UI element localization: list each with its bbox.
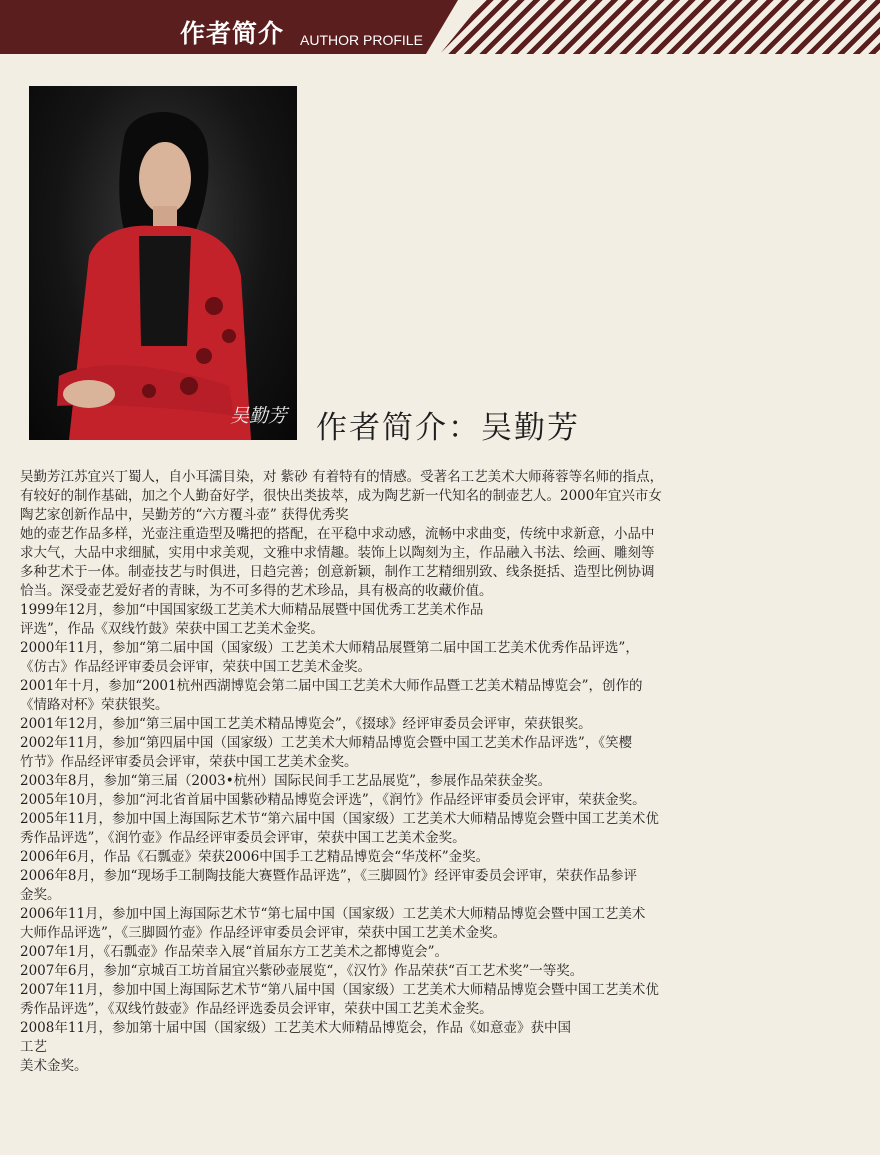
bio-line: 秀作品评选”，《双线竹鼓壶》作品经评选委员会评审，荣获中国工艺美术金奖。 [20,1001,493,1017]
bio-line: 多种艺术于一体。制壶技艺与时俱进，日趋完善；创意新颖，制作工艺精细别致、线条挺括、造型比例协调 [20,564,655,580]
bio-line: 金奖。 [20,887,61,903]
bio-line: 2007年11月，参加中国上海国际艺术节“第八届中国（国家级）工艺美术大师精品博览会暨中国工艺美术优 [20,982,659,998]
bio-line: 2006年8月，参加“现场手工制陶技能大赛暨作品评选”，《三脚圆竹》经评审委员会评审，荣获作品参评 [20,868,637,884]
bio-line: 2002年11月，参加“第四届中国（国家级）工艺美术大师精品博览会暨中国工艺美术作品评选”，《笑樱 [20,735,633,751]
bio-line: 2006年11月，参加中国上海国际艺术节“第七届中国（国家级）工艺美术大师精品博览会暨中国工艺美术 [20,906,646,922]
bio-line: 陶艺家创新作品中，吴勤芳的“六方覆斗壶” 获得优秀奖 [20,507,349,523]
header-title: 作者简介 [180,19,285,48]
bio-line: 工艺 [20,1039,47,1055]
bio-line: 《仿古》作品经评审委员会评审，荣获中国工艺美术金奖。 [20,659,371,675]
page-header [0,0,880,54]
bio-line: 2003年8月，参加“第三届（2003•杭州）国际民间手工艺品展览”，参展作品荣获金奖。 [20,773,552,789]
bio-line: 2005年11月，参加中国上海国际艺术节“第六届中国（国家级）工艺美术大师精品博览会暨中国工艺美术优 [20,811,659,827]
bio-line: 2001年12月，参加“第三届中国工艺美术精品博览会”，《掇球》经评审委员会评审，荣获银奖。 [20,716,592,732]
bio-line: 她的壶艺作品多样，光壶注重造型及嘴把的搭配，在平稳中求动感，流畅中求曲变，传统中求新意，小品中 [20,526,655,542]
bio-line: 1999年12月，参加“中国国家级工艺美术大师精品展暨中国优秀工艺美术作品 [20,602,484,618]
bio-line: 2005年10月，参加“河北省首届中国紫砂精品博览会评选”，《润竹》作品经评审委员会评审，荣获金奖。 [20,792,646,808]
header-stripe-decoration [440,0,880,54]
bio-line: 竹节》作品经评审委员会评审，荣获中国工艺美术金奖。 [20,754,358,770]
header-subtitle: AUTHOR PROFILE [300,32,423,48]
bio-line: 2008年11月，参加第十届中国（国家级）工艺美术大师精品博览会，作品《如意壶》获中国 [20,1020,572,1036]
author-portrait [29,86,297,440]
author-biography [20,468,865,1076]
bio-line: 2007年1月，《石瓢壶》作品荣幸入展“首届东方工艺美术之都博览会”。 [20,944,448,960]
bio-line: 有较好的制作基础，加之个人勤奋好学，很快出类拔萃，成为陶艺新一代知名的制壶艺人。2000年宜兴市女 [20,488,662,504]
bio-line: 评选”，作品《双线竹鼓》荣获中国工艺美术金奖。 [20,621,324,637]
portrait-signature: 吴勤芳 [229,405,287,427]
bio-line: 2001年十月，参加“2001杭州西湖博览会第二届中国工艺美术大师作品暨工艺美术精品博览会”，创作的 [20,678,643,694]
bio-line: 《情路对杯》荣获银奖。 [20,697,169,713]
bio-line: 秀作品评选”，《润竹壶》作品经评审委员会评审，荣获中国工艺美术金奖。 [20,830,466,846]
portrait-illustration [29,86,297,440]
bio-line: 2000年11月，参加“第二届中国（国家级）工艺美术大师精品展暨第二届中国工艺美术优秀作品评选”， [20,640,639,656]
bio-line: 恰当。深受壶艺爱好者的青睐，为不可多得的艺术珍品，具有极高的收藏价值。 [20,583,493,599]
bio-line: 大师作品评选”，《三脚圆竹壶》作品经评审委员会评审，荣获中国工艺美术金奖。 [20,925,507,941]
author-caption: 作者简介：吴勤芳 [316,410,580,446]
bio-line: 求大气，大品中求细腻，实用中求美观，文雅中求情趣。装饰上以陶刻为主，作品融入书法、绘画、雕刻等 [20,545,655,561]
bio-line: 吴勤芳江苏宜兴丁蜀人，自小耳濡目染，对 紫砂 有着特有的情感。受著名工艺美术大师蒋蓉等名师的指点， [20,469,664,485]
bio-line: 2007年6月，参加“京城百工坊首届宜兴紫砂壶展览“，《汉竹》作品荣获“百工艺术奖”一等奖。 [20,963,584,979]
bio-line: 美术金奖。 [20,1058,88,1074]
bio-line: 2006年6月，作品《石瓢壶》荣获2006中国手工艺精品博览会“华茂杯”金奖。 [20,849,490,865]
